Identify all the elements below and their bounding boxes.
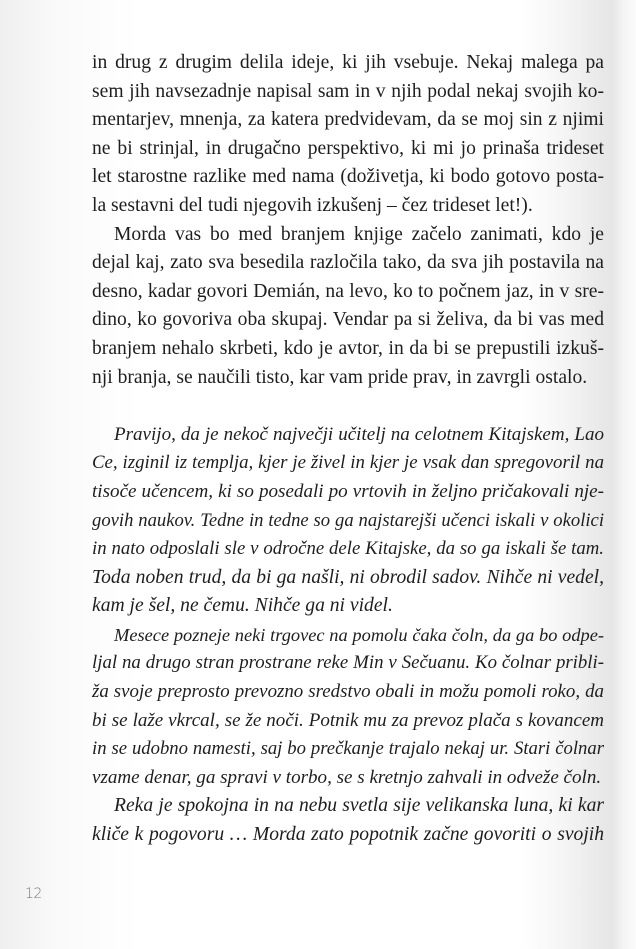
text-line: nji branja, se naučili tisto, kar vam pride prav, in zavrgli ostalo. — [92, 366, 588, 388]
paragraph — [92, 221, 604, 393]
paragraph — [92, 792, 604, 849]
text-line: Reka je spokojna in na nebu svetla sije velikanska luna, ki kar — [114, 795, 604, 817]
text-line: mentarjev, mnenja, za katera predvidevam, da se moj sin z njimi — [92, 109, 604, 131]
text-line: Toda noben trud, da bi ga našli, ni obrodil sadov. Nihče ni vedel, — [92, 566, 604, 588]
page-number: 12 — [25, 886, 42, 902]
text-line: govih naukov. Tedne in tedne so ga najstarejši učenci iskali v okolici — [92, 509, 604, 531]
text-line: tisoče učencem, ki so posedali po vrtovih in željno pričakovali nje- — [92, 480, 604, 502]
text-line: kliče k pogovoru … Morda zato popotnik začne govoriti o svojih — [92, 824, 604, 846]
text-line: Ce, izginil iz templja, kjer je živel in kjer je vsak dan spregovoril na — [92, 452, 604, 474]
text-line: kam je šel, ne čemu. Nihče ga ni videl. — [92, 595, 393, 617]
text-line: ljal na drugo stran prostrane reke Min v Sečuanu. Ko čolnar pribli- — [92, 652, 604, 674]
text-line: Morda vas bo med branjem knjige začelo zanimati, kdo je — [114, 223, 604, 245]
paragraph — [92, 49, 604, 221]
text-line: in se udobno namesti, saj bo prečkanje trajalo nekaj ur. Stari čolnar — [92, 738, 604, 760]
text-line: ne bi strinjal, in drugačno perspektivo, ki mi jo prinaša trideset — [92, 137, 604, 159]
body-text — [92, 49, 604, 850]
text-line: dejal kaj, zato sva besedila razločila tako, da sva jih postavila na — [92, 252, 604, 274]
text-line: in drug z drugim delila ideje, ki jih vsebuje. Nekaj malega pa — [92, 52, 604, 73]
author-preface-section — [92, 49, 604, 392]
text-line: ža svoje preprosto prevozno sredstvo obali in možu pomoli roko, da — [92, 681, 604, 703]
section-break — [92, 392, 604, 421]
text-line: Mesece pozneje neki trgovec na pomolu čaka čoln, da ga bo odpe- — [114, 624, 604, 645]
text-line: la sestavni del tudi njegovih izkušenj – čez trideset let!). — [92, 194, 533, 216]
text-line: in nato odposlali sle v odročne dele Kitajske, da so ga iskali še tam. — [92, 538, 604, 560]
story-section — [92, 421, 604, 850]
text-line: Pravijo, da je nekoč največji učitelj na celotnem Kitajskem, Lao — [114, 423, 604, 445]
text-line: let starostne razlike med nama (doživetja, ki bodo gotovo posta- — [92, 166, 604, 188]
text-line: bi se laže vkrcal, se že noči. Potnik mu za prevoz plača s kovancem — [92, 709, 604, 731]
text-line: vzame denar, ga spravi v torbo, se s kretnjo zahvali in odveže čoln. — [92, 766, 602, 788]
paragraph — [92, 621, 604, 793]
paragraph — [92, 421, 604, 621]
text-line: sem jih navsezadnje napisal sam in v njih podal nekaj svojih ko- — [92, 80, 604, 102]
text-line: dino, ko govoriva oba skupaj. Vendar pa si želiva, da bi vas med — [92, 309, 604, 331]
text-line: desno, kadar govori Demián, na levo, ko to počnem jaz, in v sre- — [92, 280, 604, 302]
text-line: branjem nehalo skrbeti, kdo je avtor, in da bi se prepustili izkuš- — [92, 337, 604, 359]
